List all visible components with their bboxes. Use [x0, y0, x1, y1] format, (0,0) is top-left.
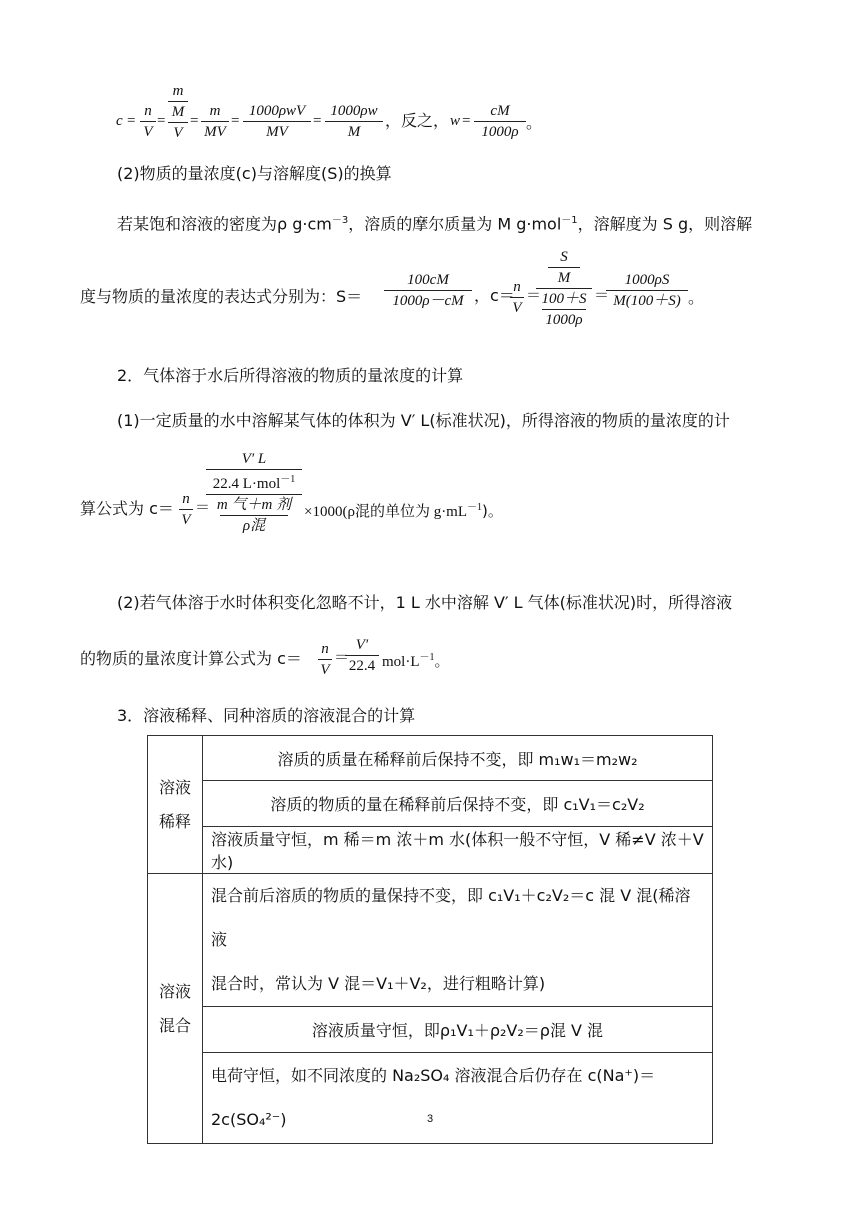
category-dilution-line2: 稀释 — [158, 811, 191, 831]
formula2-eq2: ＝ — [594, 288, 610, 304]
cell-moles-conservation: 溶质的物质的量在稀释前后保持不变，即 c₁V₁＝c₂V₂ — [203, 781, 713, 827]
table-row — [148, 781, 713, 827]
formula1-period: 。 — [526, 113, 543, 132]
formula1-w: w — [450, 113, 461, 129]
formula4-lead: 的物质的量浓度计算公式为 c＝ — [80, 649, 302, 668]
cell-solution-mass-mixing: 溶液质量守恒，即ρ₁V₁＋ρ₂V₂＝ρ混 V 混 — [203, 1007, 713, 1053]
fraction-1000rhoS: 1000ρS M(100＋S) — [606, 271, 688, 310]
fraction4-n-over-V: n V — [318, 640, 332, 679]
formula1-eq: = — [127, 113, 136, 129]
cell-moles-mixing — [203, 874, 713, 1007]
table-row — [148, 874, 713, 1007]
fraction-1000rhow-over-M: 1000ρw M — [325, 102, 383, 141]
cell-moles-mixing-line1: 混合前后溶质的物质的量保持不变，即 c₁V₁＋c₂V₂＝c 混 V 混(稀溶液 — [211, 886, 691, 949]
cell-charge-line1: 电荷守恒，如不同浓度的 Na₂SO₄ 溶液混合后仍存在 c(Na⁺)＝ — [211, 1066, 656, 1085]
formula1-eq4: = — [231, 113, 240, 129]
category-mixing — [148, 874, 203, 1144]
section-title-c-vs-s: (2)物质的量浓度(c)与溶解度(S)的换算 — [117, 164, 392, 183]
formula3-eq: ＝ — [195, 500, 211, 516]
table-row — [148, 736, 713, 781]
formula1-eq3: = — [190, 113, 199, 129]
fraction-S-over-M-over-100S: S M 100＋S 1000ρ — [536, 248, 592, 329]
formula2-eq: ＝ — [526, 288, 542, 304]
formula4-eq: ＝ — [334, 650, 350, 666]
formula1-eq2: = — [157, 113, 166, 129]
formula2-period: 。 — [688, 288, 705, 307]
fraction-m-over-MV: m MV — [201, 102, 229, 141]
category-dilution-line1: 溶液 — [158, 777, 191, 797]
category-dilution — [148, 736, 203, 874]
para-gas-volume-ignored: (2)若气体溶于水时体积变化忽略不计，1 L 水中溶解 V′ L 气体(标准状况)时，所得溶液 — [117, 593, 733, 612]
dilution-mixing-table — [147, 735, 713, 1144]
formula3-lead: 算公式为 c＝ — [80, 499, 174, 518]
fraction-V-over-22.4: V′ 22.4 — [345, 636, 379, 675]
fraction-100cM: 100cM 1000ρ－cM — [384, 271, 472, 310]
fraction-gas-moles-over-volume: V′ L 22.4 L·mol$^{-1}$ m 气＋m 剂 ρ混 — [206, 450, 302, 535]
cell-charge-conservation — [203, 1053, 713, 1144]
para-expression-lead: 度与物质的量浓度的表达式分别为：S＝ — [80, 287, 363, 306]
cell-moles-mixing-line2: 混合时，常认为 V 混＝V₁＋V₂，进行粗略计算) — [211, 974, 546, 993]
fraction-m-M-over-V: m M V — [168, 82, 188, 142]
category-mixing-line1: 溶液 — [158, 981, 191, 1001]
formula1-conjunction: ，反之， — [385, 111, 450, 130]
cell-mass-conservation: 溶质的质量在稀释前后保持不变，即 m₁w₁＝m₂w₂ — [203, 736, 713, 781]
fraction2-n-over-V: n V — [510, 278, 524, 317]
category-mixing-line2: 混合 — [158, 1015, 191, 1035]
cell-solution-mass-dilution: 溶液质量守恒，m 稀＝m 浓＋m 水(体积一般不守恒，V 稀≠V 浓＋V 水) — [203, 827, 713, 874]
formula1-c: c — [116, 113, 123, 129]
fraction-cM-over-1000rho: cM 1000ρ — [474, 102, 526, 141]
table-row — [148, 1007, 713, 1053]
para-saturated-solution: 若某饱和溶液的密度为ρ $g\cdot cm^{-3}$，溶质的摩尔质量为 M g·mol$^{-1}$，溶解度为 S g，则溶解 — [117, 214, 753, 234]
para-gas-volume: (1)一定质量的水中溶解某气体的体积为 V′ L(标准状况)，所得溶液的物质的量浓度的计 — [117, 411, 730, 430]
formula3-tail: ×1000(ρ混的单位为 $g\cdot mL^{-1}$)。 — [304, 502, 503, 520]
formula4-unit: $mol\cdot L^{-1}$。 — [382, 652, 450, 670]
formula1-eq5: = — [313, 113, 322, 129]
cell-charge-line2: 2c(SO₄²⁻) — [211, 1110, 287, 1129]
formula2-comma-c: ，c＝ — [474, 286, 515, 305]
heading-gas-dissolution: 2．气体溶于水后所得溶液的物质的量浓度的计算 — [117, 366, 464, 385]
page-number: 3 — [426, 1113, 434, 1125]
table-row — [148, 827, 713, 874]
fraction-1000rhowV-over-MV: 1000ρwV MV — [243, 102, 311, 141]
heading-dilution-mixing: 3．溶液稀释、同种溶质的溶液混合的计算 — [117, 706, 416, 725]
table-row — [148, 1053, 713, 1144]
fraction-n-over-V: n V — [140, 102, 156, 141]
formula1-eq6: = — [462, 113, 471, 129]
fraction3-n-over-V: n V — [179, 490, 193, 529]
